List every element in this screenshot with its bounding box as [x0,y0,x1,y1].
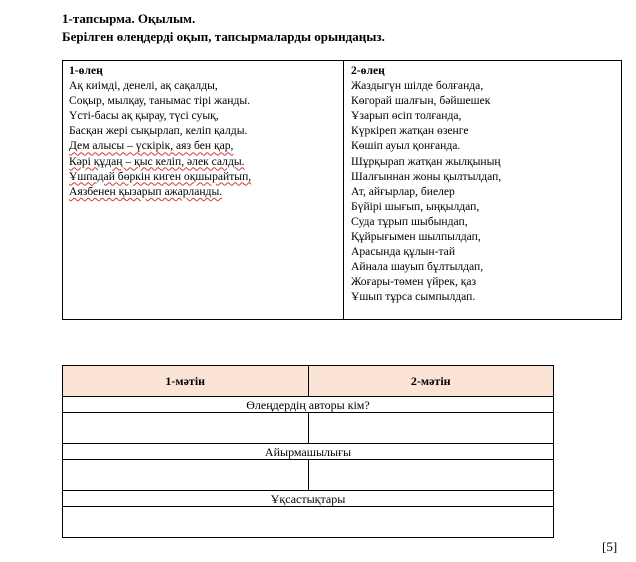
poem-1 [69,63,251,199]
poem-1-line: Басқан жері сықырлап, келіп қалды. [69,124,248,138]
poem-2-line: Арасында құлын-тай [351,245,456,259]
poems-column-divider [343,61,344,319]
author-question-row: Өлеңдердің авторы кім? [63,397,554,413]
poem-2-line: Жаздыгүн шілде болғанда, [351,79,484,93]
author-answer-cell-2[interactable] [308,413,554,444]
poem-2-line: Көшіп ауыл қонғанда. [351,139,461,153]
similarities-row: Ұқсастықтары [63,491,554,507]
poem-1-line: Соқыр, мылқау, танымас тірі жанды. [69,94,251,108]
poems-table [62,60,622,320]
task-instruction: Берілген өлеңдерді оқып, тапсырмаларды орындаңыз. [62,29,385,44]
poem-1-line: Дем алысы – үскірік, аяз бен қар, [69,139,234,153]
poem-2-line: Ат, айғырлар, биелер [351,184,455,198]
differences-row: Айырмашылығы [63,444,554,460]
poem-1-line: Үсті-басы ақ қырау, түсі суық, [69,109,219,123]
column-header-text-1: 1-мәтін [63,366,309,397]
poem-2-line: Күркіреп жатқан өзенге [351,124,469,138]
poem-2-line: Айнала шауып бұлтылдап, [351,260,484,274]
column-header-text-2: 2-мәтін [308,366,554,397]
similarities-answer-cell[interactable] [63,507,554,538]
differences-answer-cell-2[interactable] [308,460,554,491]
score-mark: [5] [602,539,618,554]
differences-answer-cell-1[interactable] [63,460,309,491]
poem-2-line: Ұшып тұрса сымпылдап. [351,290,476,304]
poem-2 [351,63,501,305]
poem-1-line: Ұшпадай бөркін киген оқшырайтып, [69,169,252,183]
poem-2-line: Құйрығымен шылпылдап, [351,230,481,244]
poem-1-line: Кәрі құдаң – қыс келіп, әлек салды. [69,154,245,168]
poem-2-line: Шалғыннан жоны қылтылдап, [351,169,502,183]
poem-1-title: 1-өлең [69,64,103,77]
poem-2-title: 2-өлең [351,64,385,77]
poem-2-line: Жоғары-төмен үйрек, қаз [351,275,477,289]
task-heading: 1-тапсырма. Оқылым. [62,11,196,26]
author-answer-cell-1[interactable] [63,413,309,444]
comparison-table [62,365,554,538]
poem-2-line: Суда тұрып шыбындап, [351,214,468,228]
poem-2-line: Көгорай шалғын, бәйшешек [351,94,491,108]
poem-2-line: Ұзарып өсіп толғанда, [351,109,462,123]
poem-1-line: Ақ киімді, денелі, ақ сақалды, [69,79,218,93]
poem-2-line: Шұрқырап жатқан жылқының [351,154,501,168]
poem-2-line: Бүйірі шығып, ыңқылдап, [351,199,480,213]
poem-1-line: Аязбенен қызарып ажарланды. [69,184,223,198]
